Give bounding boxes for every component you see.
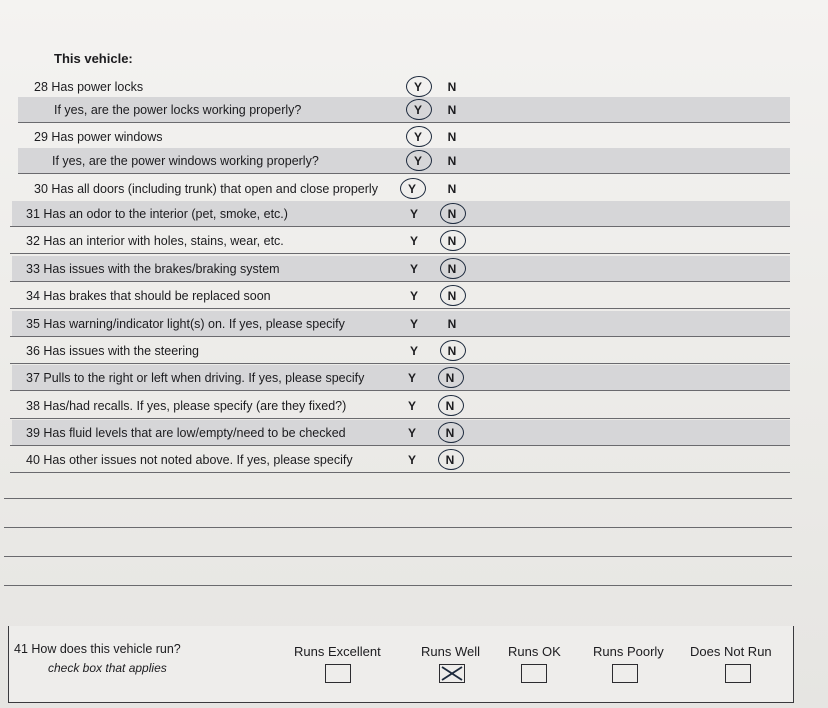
row-divider [10,253,790,254]
answer-circle-mark [406,150,432,171]
blank-write-line[interactable] [4,527,792,528]
no-option[interactable]: N [447,80,457,94]
no-option[interactable]: N [447,207,457,221]
q41-option-label: Runs Excellent [294,644,381,659]
no-option[interactable]: N [447,182,457,196]
row-divider [10,363,790,364]
answer-circle-mark [406,126,432,147]
row-divider [10,472,790,473]
no-option[interactable]: N [445,426,455,440]
answer-circle-mark [440,203,466,224]
no-option[interactable]: N [447,289,457,303]
yes-option[interactable]: Y [409,262,418,276]
no-option[interactable]: N [447,130,457,144]
question-row [12,201,790,227]
question-text: If yes, are the power windows working properly? [52,154,319,168]
answer-circle-mark [440,285,466,306]
section-heading: This vehicle: [54,51,133,66]
question-text: 40 Has other issues not noted above. If yes, please specify [26,453,353,467]
row-divider [10,226,790,227]
question-row [18,124,790,150]
check-x-mark [440,665,464,682]
answer-circle-mark [438,449,464,470]
question-row [18,176,790,202]
question-row [12,420,790,446]
yes-option[interactable]: Y [409,234,418,248]
q41-question: 41 How does this vehicle run? [14,642,181,656]
no-option[interactable]: N [445,371,455,385]
question-row [18,148,790,174]
q41-option-label: Runs Well [421,644,481,659]
answer-circle-mark [440,258,466,279]
yes-option[interactable]: Y [407,371,416,385]
yes-option[interactable]: Y [409,207,418,221]
row-divider [18,173,790,174]
q41-option-checkbox[interactable] [612,664,638,683]
blank-write-line[interactable] [4,498,792,499]
yes-option[interactable]: Y [413,130,422,144]
question-row [12,256,790,282]
answer-circle-mark [438,395,464,416]
no-option[interactable]: N [447,103,457,117]
q41-option-label: Runs OK [508,644,561,659]
q41-option-label: Runs Poorly [593,644,664,659]
q41-option-checkbox[interactable] [439,664,465,683]
no-option[interactable]: N [447,234,457,248]
question-row [18,97,790,123]
question-text: 38 Has/had recalls. If yes, please specify (are they fixed?) [26,399,347,413]
q41-option-checkbox[interactable] [325,664,351,683]
answer-circle-mark [440,230,466,251]
row-divider [10,281,790,282]
question-text: 33 Has issues with the brakes/braking system [26,262,280,276]
q41-option-label: Does Not Run [690,644,772,659]
question-row [12,393,790,419]
row-divider [10,445,790,446]
answer-circle-mark [406,76,432,97]
answer-circle-mark [440,340,466,361]
row-divider [10,418,790,419]
q41-option-checkbox[interactable] [725,664,751,683]
yes-option[interactable]: Y [407,182,416,196]
row-divider [10,336,790,337]
no-option[interactable]: N [447,154,457,168]
question-text: 32 Has an interior with holes, stains, wear, etc. [26,234,284,248]
no-option[interactable]: N [447,344,457,358]
yes-option[interactable]: Y [409,317,418,331]
q41-option-checkbox[interactable] [521,664,547,683]
question-text: 35 Has warning/indicator light(s) on. If yes, please specify [26,317,345,331]
answer-circle-mark [438,422,464,443]
question-row [12,228,790,254]
blank-write-line[interactable] [4,585,792,586]
row-divider [10,308,790,309]
question-row [12,311,790,337]
yes-option[interactable]: Y [413,154,422,168]
question-text: 39 Has fluid levels that are low/empty/need to be checked [26,426,346,440]
no-option[interactable]: N [447,317,457,331]
q41-instruction: check box that applies [48,661,167,675]
question-text: 29 Has power windows [34,130,163,144]
row-divider [18,122,790,123]
question-text: 28 Has power locks [34,80,144,94]
no-option[interactable]: N [447,262,457,276]
yes-option[interactable]: Y [407,426,416,440]
answer-circle-mark [438,367,464,388]
question-text: 31 Has an odor to the interior (pet, smoke, etc.) [26,207,288,221]
question-text: 34 Has brakes that should be replaced soon [26,289,271,303]
question-row [12,283,790,309]
yes-option[interactable]: Y [409,289,418,303]
question-text: 30 Has all doors (including trunk) that open and close properly [34,182,378,196]
yes-option[interactable]: Y [409,344,418,358]
question-text: If yes, are the power locks working properly? [54,103,302,117]
yes-option[interactable]: Y [413,80,422,94]
question-row [12,447,790,473]
question-text: 37 Pulls to the right or left when driving. If yes, please specify [26,371,365,385]
question-text: 36 Has issues with the steering [26,344,200,358]
answer-circle-mark [400,178,426,199]
no-option[interactable]: N [445,399,455,413]
yes-option[interactable]: Y [413,103,422,117]
question-row [12,365,790,391]
answer-circle-mark [406,99,432,120]
no-option[interactable]: N [445,453,455,467]
row-divider [10,390,790,391]
yes-option[interactable]: Y [407,399,416,413]
yes-option[interactable]: Y [407,453,416,467]
question-row [12,338,790,364]
blank-write-line[interactable] [4,556,792,557]
